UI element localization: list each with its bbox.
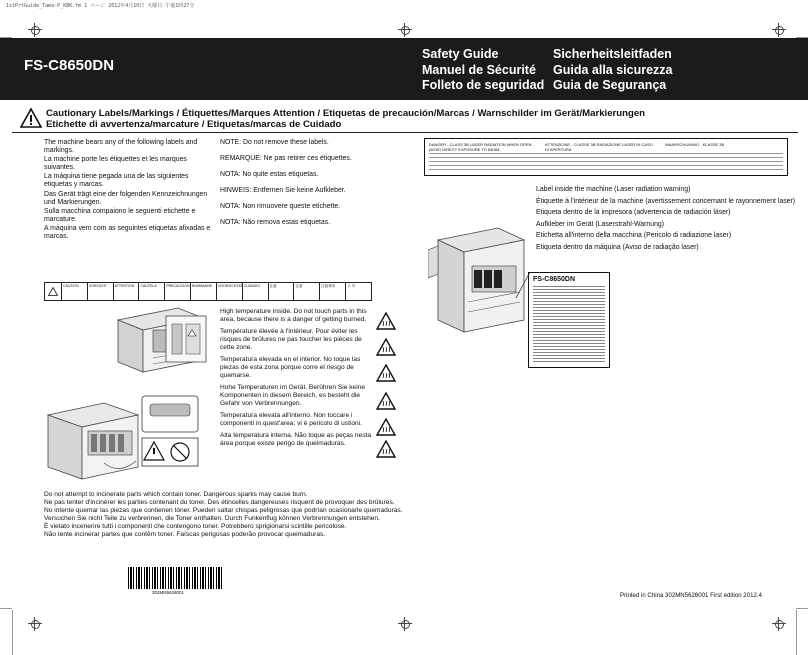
trim-mark (0, 608, 12, 609)
title-it: Guida alla sicurezza (553, 62, 673, 77)
intro-text (44, 139, 212, 242)
hot-warning-it: Temperatura elevata all'interno. Non toccare i componenti in quest'area; vi è pericolo di ustioni. (220, 412, 363, 427)
intro-es: La máquina tiene pegada una de las siguientes etiquetas y marcas. (44, 173, 189, 189)
caution-strip-cell: VOORZICHTIG (217, 283, 243, 300)
laser-label-es: Etiqueta dentro de la impresora (advertencia de radiación láser) (536, 209, 731, 217)
title-pt: Guia de Segurança (553, 78, 667, 92)
caution-strip-cell: CAUTELA (139, 283, 165, 300)
registration-mark-icon (28, 617, 42, 631)
toner-cartridge-illustration (140, 394, 200, 468)
file-info-line: 1stPrtGuide_Tama-P_KBK.fm 1 ページ 2012年4月10日 火曜日 午後1時27分 (6, 3, 195, 9)
printed-info: Printed in China 302MN5626001 First edition 2012.4 (620, 592, 762, 599)
header-band (0, 38, 808, 100)
caution-strip-cell: 주 의 (347, 284, 355, 288)
rating-label (528, 272, 610, 368)
toner-warning-it: È vietato incenerire tutti i componenti che contengono toner. Potrebbero sprigionarsi scintille pericolose. (44, 523, 347, 531)
laser-label-fr: Étiquette à l'intérieur de la machine (avertissement concernant le rayonnement laser) (536, 197, 796, 205)
title-de: Sicherheitsleitfaden (553, 47, 672, 61)
hot-surface-icon (376, 392, 396, 410)
intro-fr: La machine porte les étiquettes et les marques suivantes. (44, 156, 187, 172)
intro-de: Das Gerät trägt eine der folgenden Kennzeichnungen und Markierungen. (44, 190, 208, 206)
toner-warning-pt: Não tente incinerar partes que contêm toner. Faíscas perigosas poderão provocar queimaduras. (44, 531, 326, 539)
hot-surface-icon (376, 312, 396, 330)
laser-warning-label (424, 138, 788, 176)
laser-label-pt: Etiqueta dentro da máquina (Aviso de radiação laser) (536, 243, 699, 251)
toner-warning-de: Versuchen Sie nicht Teile zu verbrennen, die Toner enthalten. Durch Funkenflug können Verbrennungen entstehen. (44, 515, 380, 523)
laser-label-it: Etichetta all'interno della macchina (Pericolo di radiazione laser) (536, 232, 732, 240)
hot-surface-icon (376, 418, 396, 436)
caution-strip-cell: 注意 (269, 283, 295, 300)
note-en: NOTE: Do not remove these labels. (220, 139, 329, 146)
hot-surface-icon (376, 338, 396, 356)
caution-strip-cell: PRECAUCION (165, 283, 191, 300)
notes-text (220, 139, 400, 229)
hot-warning-fr: Température élevée à l'intérieur. Pour éviter les risques de brûlures ne pas toucher les pièces de cette zone. (220, 328, 362, 351)
rating-label-model: FS-C8650DN (533, 276, 576, 283)
laser-label-fine-print (429, 153, 783, 171)
warning-triangle-icon (48, 287, 58, 296)
laser-label-text-right: WAARSCHUWING - KLASSE 3B (665, 142, 725, 147)
title-group-left (422, 47, 544, 94)
trim-mark (796, 608, 808, 609)
caution-strip-icon-cell (45, 283, 62, 300)
divider (12, 132, 798, 133)
note-de: HINWEIS: Entfernen Sie keine Aufkleber. (220, 187, 346, 195)
pointer-line (516, 270, 530, 298)
toner-warning-text (44, 491, 764, 540)
hot-warning-de: Hohe Temperaturen im Gerät. Berühren Sie keine Komponenten in diesem Bereich, es besteht die Gefahr von Verbrennungen. (220, 384, 366, 407)
trim-mark (796, 610, 797, 655)
toner-warning-es: No intente quemar las piezas que contienen tóner. Pueden saltar chispas peligrosas que podrían ocasionarle quemaduras. (44, 507, 403, 515)
caution-strip-cell: ATTENTION (114, 283, 140, 300)
rating-label-fine-print (533, 286, 605, 362)
note-pt: NOTA: Não remova estas etiquetas. (220, 219, 331, 227)
hot-warning-en: High temperature inside. Do not touch parts in this area, because there is a danger of getting burned. (220, 308, 367, 323)
registration-mark-icon (398, 23, 412, 37)
title-en: Safety Guide (422, 47, 499, 61)
title-fr: Manuel de Sécurité (422, 62, 536, 77)
hot-surface-icon (376, 440, 396, 458)
caution-strip-cell: ВНИМАНИЕ (191, 283, 217, 300)
registration-mark-icon (28, 23, 42, 37)
hot-warning-es: Temperatura elevada en el interior. No toque las piezas de esta zona porque corre el riesgo de quemarse. (220, 356, 361, 379)
laser-label-text-left: DANGER - CLASS 3B LASER RADIATION WHEN OPEN. AVOID DIRECT EXPOSURE TO BEAM. (429, 142, 533, 152)
fuser-area-illustration (162, 310, 212, 368)
barcode (128, 567, 224, 589)
caution-strip-cell: CAUTION (62, 283, 88, 300)
trim-mark (12, 610, 13, 655)
caution-strip-cell: CUIDADO (243, 283, 269, 300)
laser-label-text-mid: ATTENZIONE - CLASSE 3B RADIAZIONE LASER IN CASO DI APERTURA (545, 142, 653, 152)
laser-label-de: Aufkleber im Gerät (Laserstrahl-Warnung) (536, 220, 665, 228)
caution-strip-cell: VORSICHT (88, 283, 114, 300)
note-es: NOTA: No quite estas etiquetas. (220, 171, 319, 179)
note-it: NOTA: Non rimuovere queste etichette. (220, 203, 341, 211)
title-group-right (553, 47, 673, 94)
title-es: Folleto de seguridad (422, 78, 545, 92)
hot-surface-icon (376, 364, 396, 382)
intro-it: Sulla macchina compaiono le seguenti etichette e marcature. (44, 207, 196, 223)
note-fr: REMARQUE: Ne pas retirer ces étiquettes. (220, 155, 352, 163)
warning-triangle-icon (20, 108, 42, 128)
toner-warning-fr: Ne pas tenter d'incinérer les parties contenant du toner. Des étincelles dangereuses risquent de provoquer des brûlures. (44, 499, 395, 507)
section-heading (46, 108, 796, 130)
model-name: FS-C8650DN (24, 57, 115, 74)
hot-warning-pt: Alta temperatura interna. Não toque as peças nesta área porque existe perigo de queimaduras. (220, 432, 372, 447)
registration-mark-icon (772, 617, 786, 631)
registration-mark-icon (398, 617, 412, 631)
toner-illustration (44, 395, 144, 483)
registration-mark-icon (772, 23, 786, 37)
caution-strip-cell: 注意事项 (320, 283, 346, 300)
intro-en: The machine bears any of the following labels and markings. (44, 139, 198, 155)
barcode-text: 302MN5626001 (152, 590, 185, 595)
heading-line-1: Cautionary Labels/Markings / Étiquettes/Marques Attention / Etiquetas de precaución/Marcas / Warnschilder im Gerät/Markierungen (46, 108, 646, 119)
laser-label-descriptions (536, 184, 796, 254)
intro-pt: A máquina vem com as seguintes etiquetas afixadas e marcas. (44, 224, 211, 241)
heading-line-2: Etichette di avvertenza/marcature / Etiquetas/marcas de Cuidado (46, 119, 342, 130)
laser-label-en: Label inside the machine (Laser radiation warning) (536, 186, 691, 193)
toner-warning-en: Do not attempt to incinerate parts which contain toner. Dangerous sparks may cause burn. (44, 491, 308, 498)
caution-strip-cell: 注意 (294, 283, 320, 300)
printer-illustration-right (428, 210, 528, 340)
hot-warning-text (220, 308, 372, 452)
caution-label-strip (44, 282, 372, 301)
